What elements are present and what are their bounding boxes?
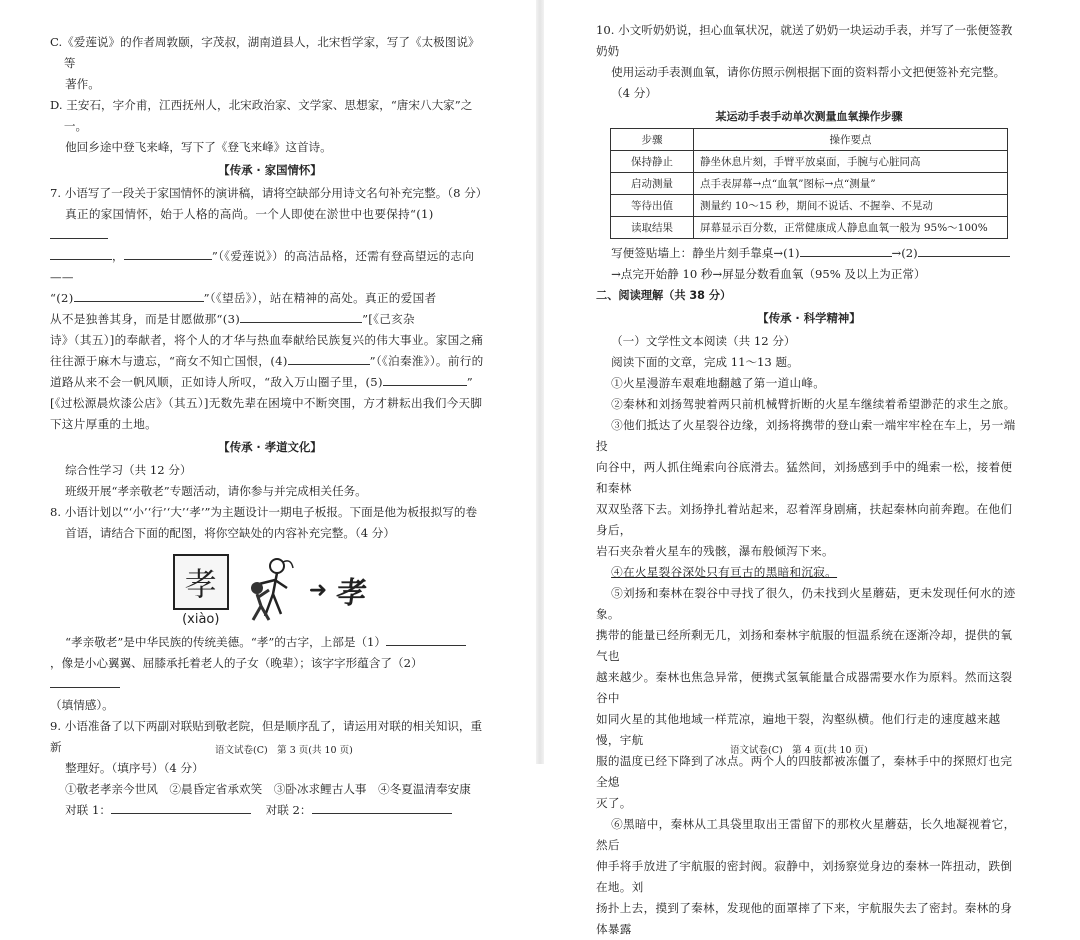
q7-line: ， <box>112 249 124 263</box>
passage-line: 越来越少。秦林也焦急异常，便携式氢氧能量合成器需要水作为原料。然而这裂谷中 <box>596 670 1013 705</box>
section-heading-filial-piety: 【传承 · 孝道文化】 <box>218 440 322 454</box>
passage-line: ①火星漫游车艰难地翻越了第一道山峰。 <box>611 376 826 390</box>
q7-line: ”（《爱莲说》）的高洁品格，还需有登高望远的志向—— <box>50 249 475 284</box>
step-name: 保持静止 <box>611 151 694 173</box>
step-name: 启动测量 <box>611 173 694 195</box>
answer-blank[interactable] <box>50 226 108 239</box>
q10-stem-line2: 使用运动手表测血氧，请你仿照示例根据下面的资料帮小文把便签补充完整。 <box>611 65 1006 79</box>
q8-stem-line2: 首语，请结合下面的配图，将你空缺处的内容补充完整。（4 分） <box>65 526 395 540</box>
answer-blank[interactable] <box>50 675 120 688</box>
q10-stem-line1: 10. 小文听奶奶说，担心血氧状况，就送了奶奶一块运动手表，并写了一张便签教奶奶 <box>596 23 1013 58</box>
passage-line <box>596 562 1022 583</box>
option-d-line1: D. 王安石，字介甫，江西抚州人，北宋政治家、文学家、思想家，“唐宋八大家”之一。 <box>50 98 473 133</box>
table-header-row <box>611 129 1008 151</box>
passage-line: 岩石夹杂着火星车的残骸，瀑布般倾泻下来。 <box>596 544 834 558</box>
section-heading-family-nation: 【传承 · 家国情怀】 <box>218 163 322 177</box>
blood-oxygen-steps-table <box>610 128 1008 239</box>
answer-blank[interactable] <box>240 310 362 323</box>
q8-text-line1 <box>50 632 490 653</box>
col-header-step: 步骤 <box>611 129 694 151</box>
answer-blank[interactable] <box>383 373 467 386</box>
passage-line: 携带的能量已经所剩无几，刘扬和秦林宇航服的恒温系统在逐渐冷却，提供的氧气也 <box>596 628 1013 663</box>
comprehensive-study-intro: 班级开展“孝亲敬老”专题活动，请你参与并完成相关任务。 <box>65 484 367 498</box>
character-card <box>173 554 229 627</box>
couplet-2-blank[interactable] <box>312 801 452 814</box>
passage-line: 扬扑上去，摸到了秦林，发现他的面罩摔了下来，宇航服失去了密封。秦林的身体暴露 <box>596 901 1013 936</box>
passage-line: ③他们抵达了火星裂谷边缘，刘扬将携带的登山索一端牢牢栓在车上，另一端投 <box>596 418 1016 453</box>
step-detail: 测量约 10～15 秒，期间不说话、不握拳、不晃动 <box>694 195 1008 217</box>
ancient-xiao-character: 孝 <box>334 576 370 611</box>
q7-line: ”[《己亥杂 <box>362 312 415 326</box>
underlined-sentence: ④在火星裂谷深处只有亘古的黑暗和沉寂。 <box>611 565 838 579</box>
q9-stem-line2: 整理好。（填序号）（4 分） <box>65 761 204 775</box>
q9-stem-line1: 9. 小语准备了以下两副对联贴到敬老院，但是顺序乱了，请运用对联的相关知识，重新 <box>50 719 483 754</box>
reading-passage <box>596 373 1022 940</box>
q9-answers <box>50 800 490 821</box>
page-4-footer: 语文试卷(C) 第 4 页(共 10 页) <box>730 745 868 756</box>
answer-blank[interactable] <box>800 244 892 257</box>
passage-line: 双双坠落下去。刘扬挣扎着站起来，忍着浑身剧痛，扶起秦林向前奔跑。在他们身后， <box>596 502 1013 537</box>
q10-note: →(2) <box>891 246 918 260</box>
couplet-2-label: 对联 2： <box>265 803 312 817</box>
q8-text-line3: （填情感）。 <box>50 698 114 712</box>
passage-line: 灭了。 <box>596 796 632 810</box>
answer-blank[interactable] <box>74 289 204 302</box>
answer-blank[interactable] <box>386 633 466 646</box>
col-header-points: 操作要点 <box>694 129 1008 151</box>
step-name: 等待出值 <box>611 195 694 217</box>
table-row <box>611 217 1008 239</box>
xiao-pinyin: (xiào) <box>182 611 220 627</box>
step-name: 读取结果 <box>611 217 694 239</box>
passage-line: 如同火星的其他地域一样荒凉，遍地干裂，沟壑纵横。他们行走的速度越来越慢，宇航 <box>596 712 1001 747</box>
table-row <box>611 151 1008 173</box>
option-c-line1: C.《爱莲说》的作者周敦颐，字茂叔，湖南道县人，北宋哲学家，写了《太极图说》等 <box>50 35 480 70</box>
q7-stem: 7. 小语写了一段关于家国情怀的演讲稿，请将空缺部分用诗文名句补充完整。（8 分） <box>50 186 488 200</box>
answer-blank[interactable] <box>124 247 212 260</box>
q8-text: “孝亲敬老”是中华民族的传统美德。“孝”的古字，上部是（1） <box>65 635 387 649</box>
q7-line: 从不是独善其身，而是甘愿做那“(3) <box>50 312 241 326</box>
q7-line: 诗》（其五）]的奉献者，将个人的才华与热血奉献给民族复兴的伟大事业。家国之痛 <box>50 333 484 347</box>
page-3-footer: 语文试卷(C) 第 3 页(共 10 页) <box>215 745 353 756</box>
table-row <box>611 173 1008 195</box>
option-c-line2: 著作。 <box>65 77 100 91</box>
q8-stem-line1: 8. 小语计划以“‘小’‘行’‘大’‘孝’”为主题设计一期电子板报。下面是他为板报拟写的卷 <box>50 505 478 519</box>
reading-intro: 阅读下面的文章，完成 11～13 题。 <box>611 355 799 369</box>
answer-blank[interactable] <box>918 244 1010 257</box>
passage-line: 服的温度已经下降到了冰点。两个人的四肢都被冻僵了，秦林手中的探照灯也完全熄 <box>596 754 1013 789</box>
page-3 <box>0 0 540 817</box>
page-4 <box>540 0 1080 936</box>
elder-carried-illustration <box>239 554 299 626</box>
q7-line: ”（《望岳》），站在精神的高处。真正的爱国者 <box>203 291 437 305</box>
step-detail: 点手表屏幕→点“血氧”图标→点“测量” <box>694 173 1008 195</box>
xiao-character-figure <box>50 554 490 626</box>
comprehensive-study-title: 综合性学习（共 12 分） <box>65 463 192 477</box>
q10-stem-line3: （4 分） <box>611 86 657 100</box>
step-detail: 静坐休息片刻，手臂平放桌面，手腕与心脏同高 <box>694 151 1008 173</box>
passage-line: ⑤刘扬和秦林在裂谷中寻找了很久，仍未找到火星蘑菇，更未发现任何水的迹象。 <box>596 586 1016 621</box>
q7-line: 下这片厚重的土地。 <box>50 417 158 431</box>
step-detail: 屏幕显示百分数，正常健康成人静息血氧一般为 95%～100% <box>694 217 1008 239</box>
q7-line: ”（《泊秦淮》）。前行的 <box>369 354 484 368</box>
passage-line: 向谷中，两人抓住绳索向谷底滑去。猛然间，刘扬感到手中的绳索一松，接着便和秦林 <box>596 460 1013 495</box>
q7-line: “(2) <box>50 291 74 305</box>
answer-blank[interactable] <box>50 247 112 260</box>
subsection-literary-text: （一）文学性文本阅读（共 12 分） <box>611 334 796 348</box>
q7-passage: 真正的家国情怀，始于人格的高尚。一个人即使在淤世中也要保持“(1) ， ”（《爱莲说》）的高洁品格，还需有登高望远的志向—— “(2) ”（《望岳》），站在精神的高处。真正的爱国者 从不是独善其身，而是甘愿做那“(3) ”[《己亥杂 诗》（其五）]的奉献者，将个人的才华与热血奉献给民族复兴的伟大事业。家国之痛 往往源于麻木与遗忘，“商女不知亡国恨，(4) ”（《泊秦淮》）。前行的 道路从来不会一帆风顺，正如诗人所叹，“敌入万山圈子里，(5) ” [《过松源晨炊漆公店》（其五）]无数先辈在困境中不断突围，方才耕耘出我们今天脚 下这片厚重的土地。 <box>50 204 490 435</box>
option-d-line2: 他回乡途中登飞来峰，写下了《登飞来峰》这首诗。 <box>65 140 332 154</box>
passage-line: ②秦林和刘扬驾驶着两只前机械臂折断的火星车继续着希望渺茫的求生之旅。 <box>611 397 1016 411</box>
q10-note-line2: →点完开始静 10 秒→屏显分数看血氧（95% 及以上为正常） <box>611 267 926 281</box>
q10-note: 写便签贴墙上：静坐片刻手靠桌→(1) <box>611 246 800 260</box>
passage-line: ⑥黑暗中，秦林从工具袋里取出王雷留下的那枚火星蘑菇，长久地凝视着它，然后 <box>596 817 1016 852</box>
part-2-heading: 二、阅读理解（共 38 分） <box>596 289 732 302</box>
arrow-icon: ➜ <box>308 577 328 603</box>
xiao-character: 孝 <box>173 554 229 610</box>
q10-note-line1 <box>596 243 1022 264</box>
q7-line: 真正的家国情怀，始于人格的高尚。一个人即使在淤世中也要保持“(1) <box>65 207 434 221</box>
passage-line: 伸手将手放进了宇航服的密封阀。寂静中，刘扬察觉身边的秦林一阵扭动，跌倒在地。刘 <box>596 859 1013 894</box>
q9-options: ①敬老孝亲今世风 ②晨昏定省承欢笑 ③卧冰求鲤古人事 ④冬夏温清奉安康 <box>65 782 471 796</box>
q7-line: 往往源于麻木与遗忘，“商女不知亡国恨，(4) <box>50 354 288 368</box>
q7-line: 道路从来不会一帆风顺，正如诗人所叹，“敌入万山圈子里，(5) <box>50 375 383 389</box>
couplet-1-label: 对联 1： <box>65 803 111 817</box>
steps-table-title: 某运动手表手动单次测量血氧操作步骤 <box>715 110 903 123</box>
table-row <box>611 195 1008 217</box>
section-heading-science: 【传承 · 科学精神】 <box>757 311 861 325</box>
q7-line: [《过松源晨炊漆公店》（其五）]无数先辈在困境中不断突围，方才耕耘出我们今天脚 <box>50 396 483 410</box>
q8-text: ，像是小心翼翼、屈膝承托着老人的子女（晚辈）；该字字形蕴含了（2） <box>50 656 423 670</box>
answer-blank[interactable] <box>288 352 370 365</box>
couplet-1-blank[interactable] <box>111 801 251 814</box>
